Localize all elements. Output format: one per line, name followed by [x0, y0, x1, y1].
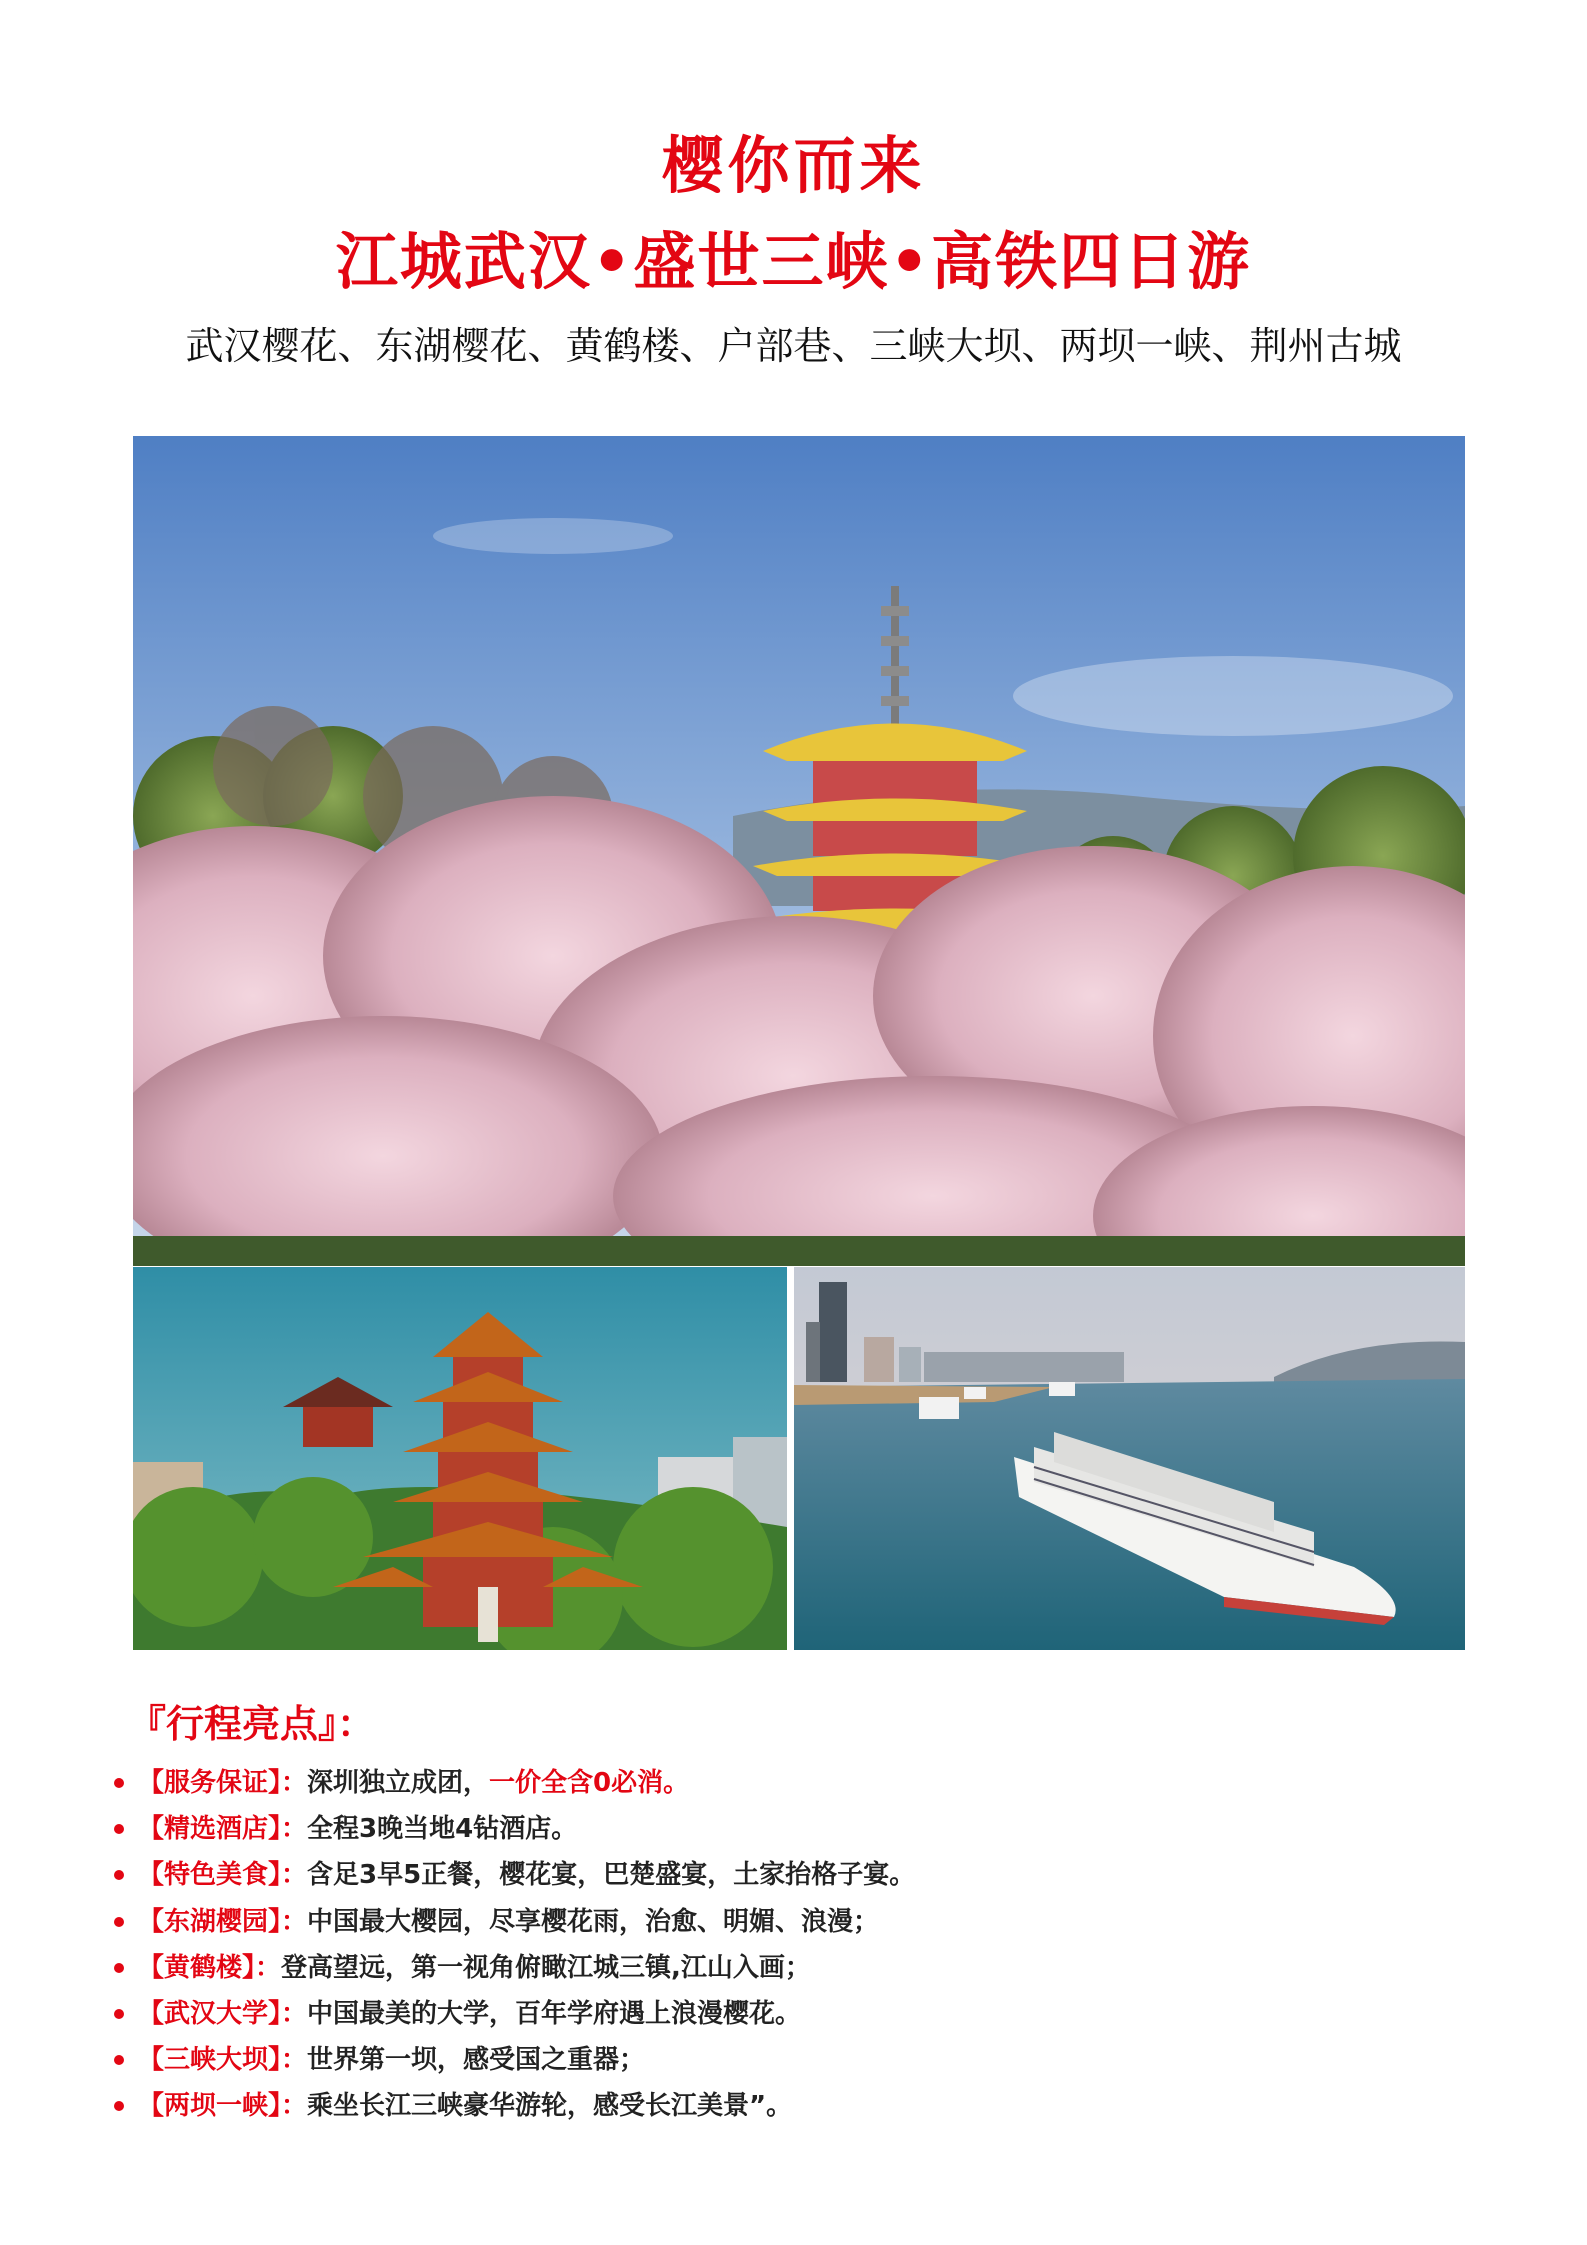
highlight-key: 【东湖樱园】： [138, 1906, 308, 1937]
bullet-icon [114, 1778, 124, 1788]
highlight-key-wrap [138, 1991, 801, 2037]
highlight-key-wrap [138, 1899, 879, 1945]
list-item [110, 1852, 1450, 1898]
highlight-key: 【精选酒店】： [138, 1814, 308, 1845]
highlight-key: 【三峡大坝】： [138, 2045, 308, 2076]
highlight-key: 【两坝一峡】： [138, 2091, 308, 2122]
list-item [110, 2083, 1450, 2129]
highlight-key-wrap [138, 1852, 915, 1898]
bullet-icon [114, 1870, 124, 1880]
bullet-icon [114, 2055, 124, 2065]
yellow-crane-tower-photo [133, 1267, 787, 1650]
tour-title: 江城武汉•盛世三峡•高铁四日游 [335, 225, 1252, 298]
highlight-text: 世界第一坝，感受国之重器； [307, 2045, 646, 2076]
attractions-subtitle: 武汉樱花、东湖樱花、黄鹤楼、户部巷、三峡大坝、两坝一峡、荆州古城 [185, 324, 1402, 368]
list-item [110, 1899, 1450, 1945]
list-item [110, 1991, 1450, 2037]
highlights-title: 『行程亮点』： [128, 1702, 376, 1746]
highlight-key-wrap [138, 2083, 792, 2129]
bullet-icon [114, 2009, 124, 2019]
page-title: 樱你而来 [661, 129, 926, 202]
highlight-key-wrap [138, 1760, 689, 1806]
highlight-text: 登高望远，第一视角俯瞰江城三镇,江山入画； [281, 1952, 811, 1983]
highlight-key-wrap [138, 1945, 811, 1991]
list-item [110, 2037, 1450, 2083]
highlight-key: 【武汉大学】： [138, 1998, 308, 2029]
highlight-key: 【特色美食】： [138, 1860, 308, 1891]
highlight-key: 【黄鹤楼】： [138, 1952, 282, 1983]
list-item [110, 1806, 1450, 1852]
highlight-key-wrap [138, 2037, 645, 2083]
bullet-icon [114, 2101, 124, 2111]
list-item [110, 1945, 1450, 1991]
highlight-text: 乘坐长江三峡豪华游轮，感受长江美景”。 [307, 2091, 793, 2122]
highlights-list [110, 1760, 1450, 2130]
bullet-icon [114, 1917, 124, 1927]
highlight-emphasis: 一价全含0必消。 [489, 1768, 690, 1798]
highlight-text: 深圳独立成团， [307, 1768, 490, 1798]
highlight-text: 中国最大樱园，尽享樱花雨，治愈、明媚、浪漫； [307, 1906, 880, 1937]
highlight-text: 含足3早5正餐，樱花宴，巴楚盛宴，土家抬格子宴。 [307, 1860, 916, 1891]
highlight-key-wrap [138, 1806, 577, 1852]
highlight-text: 中国最美的大学，百年学府遇上浪漫樱花。 [307, 1998, 802, 2029]
highlight-text: 全程3晚当地4钻酒店。 [307, 1814, 578, 1845]
list-item [110, 1760, 1450, 1806]
highlight-key: 【服务保证】： [138, 1768, 308, 1798]
cherry-blossom-pagoda-photo [133, 436, 1465, 1266]
yangtze-cruise-ship-photo [794, 1267, 1465, 1650]
bullet-icon [114, 1824, 124, 1834]
bullet-icon [114, 1963, 124, 1973]
